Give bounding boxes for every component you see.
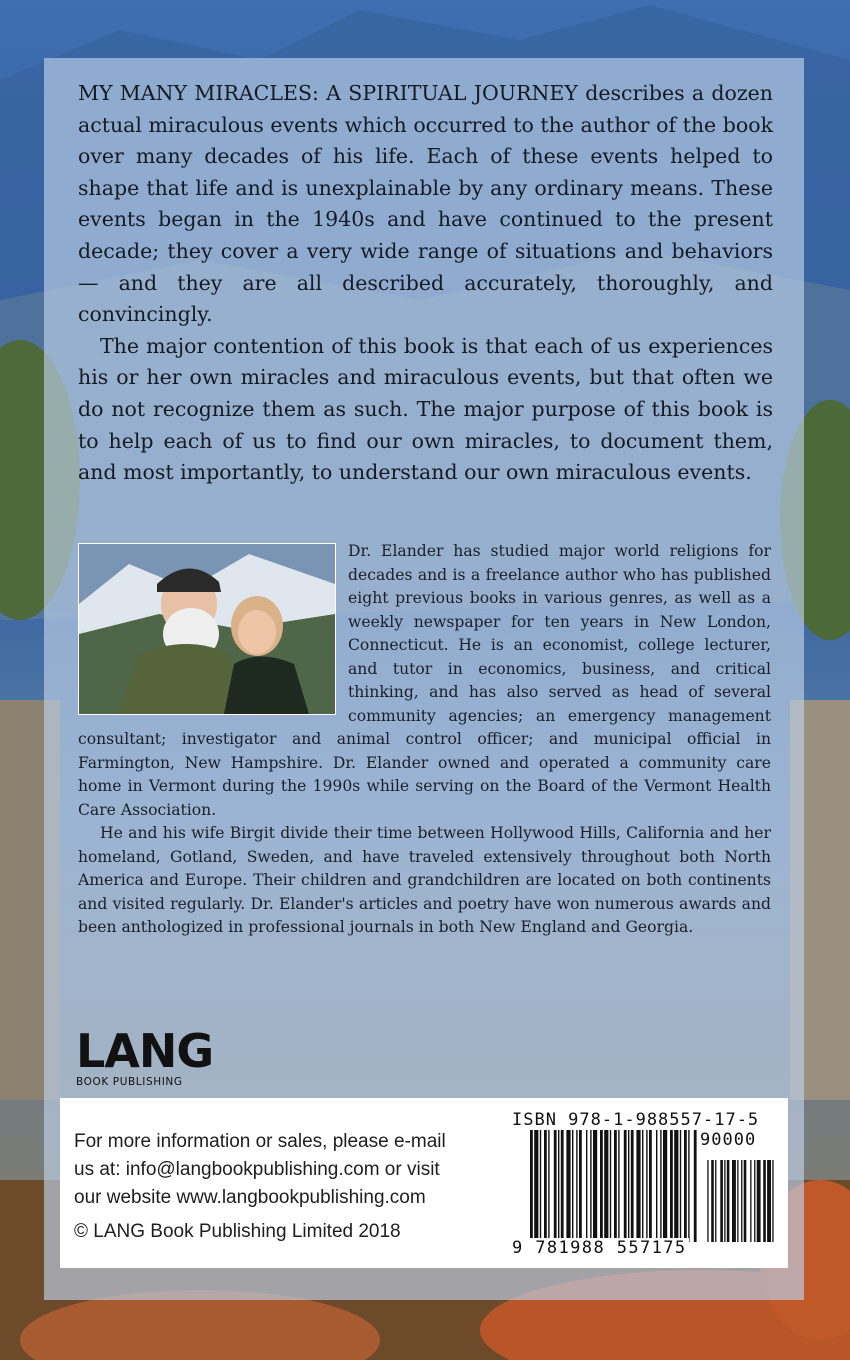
barcode-bar [727, 1160, 730, 1242]
logo-mark: LANG [76, 1024, 214, 1078]
barcode-bar [642, 1130, 643, 1242]
barcode-bar [715, 1160, 716, 1242]
barcode-bar [614, 1130, 617, 1242]
barcode-bar [548, 1130, 549, 1242]
barcode-bar [688, 1130, 689, 1242]
barcode-bar [600, 1130, 603, 1242]
barcode-bar [684, 1130, 687, 1242]
description-paragraph: MY MANY MIRACLES: A SPIRITUAL JOURNEY describes a dozen actual miraculous events which occurred to the author of the book over many decades of his life. Each of these events helped to shape that life and is unexplainable by any ordinary means. These events began in the 1940s and have continued to the present decade; they cover a very wide range of situations and behaviors — and they are all described accurately, thoroughly, and convincingly. [78, 81, 773, 327]
barcode-bar [744, 1160, 747, 1242]
contact-line: us at: info@langbookpublishing.com or visit [74, 1159, 440, 1180]
barcode-bar [767, 1160, 771, 1242]
barcode-bar [628, 1130, 629, 1242]
barcode-bar [754, 1160, 755, 1242]
barcode-bar [711, 1160, 714, 1242]
barcode-bar [663, 1130, 667, 1242]
barcode-bar [741, 1160, 742, 1242]
barcode-bar [656, 1130, 657, 1242]
barcode-bar [737, 1160, 738, 1242]
barcode-bar [649, 1130, 652, 1242]
barcode-bar [680, 1130, 681, 1242]
contact-info [74, 1128, 504, 1246]
copyright-text: © LANG Book Publishing Limited 2018 [74, 1221, 401, 1242]
author-photo-image [79, 544, 335, 714]
barcode-bar [572, 1130, 573, 1242]
barcode-bar [579, 1130, 582, 1242]
barcode-bar [618, 1130, 619, 1242]
barcode-bar [558, 1130, 559, 1242]
barcode-bar [707, 1160, 708, 1242]
barcode-bar [757, 1160, 761, 1242]
barcode-bar [732, 1160, 736, 1242]
barcode-bar [544, 1130, 547, 1242]
barcode-bar [540, 1130, 541, 1242]
barcode-bar [604, 1130, 608, 1242]
barcode-bar [772, 1160, 773, 1242]
barcode-bar [720, 1160, 723, 1242]
barcode-bar [590, 1130, 591, 1242]
barcode-bar [554, 1130, 557, 1242]
barcode-bar [763, 1160, 766, 1242]
logo-subtitle: BOOK PUBLISHING [76, 1076, 183, 1088]
barcode-bar [534, 1130, 538, 1242]
contact-line: For more information or sales, please e-mail [74, 1131, 446, 1152]
barcode-bar [694, 1130, 697, 1242]
barcode-bar [610, 1130, 611, 1242]
isbn-label: ISBN 978-1-988557-17-5 [512, 1110, 760, 1130]
barcode-digits: 9 781988 557175 [512, 1238, 687, 1258]
price-code: 90000 [700, 1130, 757, 1150]
barcode-bar [530, 1130, 533, 1242]
bio-paragraph: Dr. Elander has studied major world religions for decades and is a freelance author who has published eight previous books in various genres, as well as a weekly newspaper for ten years in New London, Connecticut. He is an economist, college lecturer, and tutor in economics, business, and critical thinking, and has also served as head of several community agencies; an emergency management consultant; investigator and animal control officer; and municipal official in Farmington, New Hampshire. Dr. Elander owned and operated a community care home in Vermont during the 1990s while serving on the Board of the Vermont Health Care Association. [78, 542, 771, 819]
book-description [78, 78, 773, 489]
barcode-bar [631, 1130, 634, 1242]
barcode-bar [636, 1130, 640, 1242]
barcode-bar [670, 1130, 673, 1242]
barcode-bar [624, 1130, 627, 1242]
barcode-bar [674, 1130, 678, 1242]
contact-line: our website www.langbookpublishing.com [74, 1187, 426, 1208]
bio-paragraph: He and his wife Birgit divide their time between Hollywood Hills, California and her homeland, Gotland, Sweden, and have traveled extensively throughout both North America and Europe. Their children and grandchildren are located on both continents and visited regularly. Dr. Elander's articles and poetry have won numerous awards and been anthologized in professional journals in both New England and Georgia. [78, 824, 771, 936]
author-photo [78, 543, 336, 715]
barcode [510, 1110, 778, 1262]
barcode-bar [646, 1130, 647, 1242]
description-paragraph: The major contention of this book is that each of us experiences his or her own miracles and miraculous events, but that often we do not recognize them as such. The major purpose of this book is to help each of us to find our own miracles, to document them, and most importantly, to understand our own miraculous events. [78, 333, 773, 485]
barcode-bar [593, 1130, 597, 1242]
publisher-logo [76, 1024, 214, 1088]
barcode-bar [561, 1130, 564, 1242]
barcode-bar [724, 1160, 725, 1242]
barcode-bar [566, 1130, 570, 1242]
barcode-bar [660, 1130, 661, 1242]
barcode-bar [576, 1130, 577, 1242]
barcode-bar [586, 1130, 587, 1242]
barcode-bar [750, 1160, 751, 1242]
